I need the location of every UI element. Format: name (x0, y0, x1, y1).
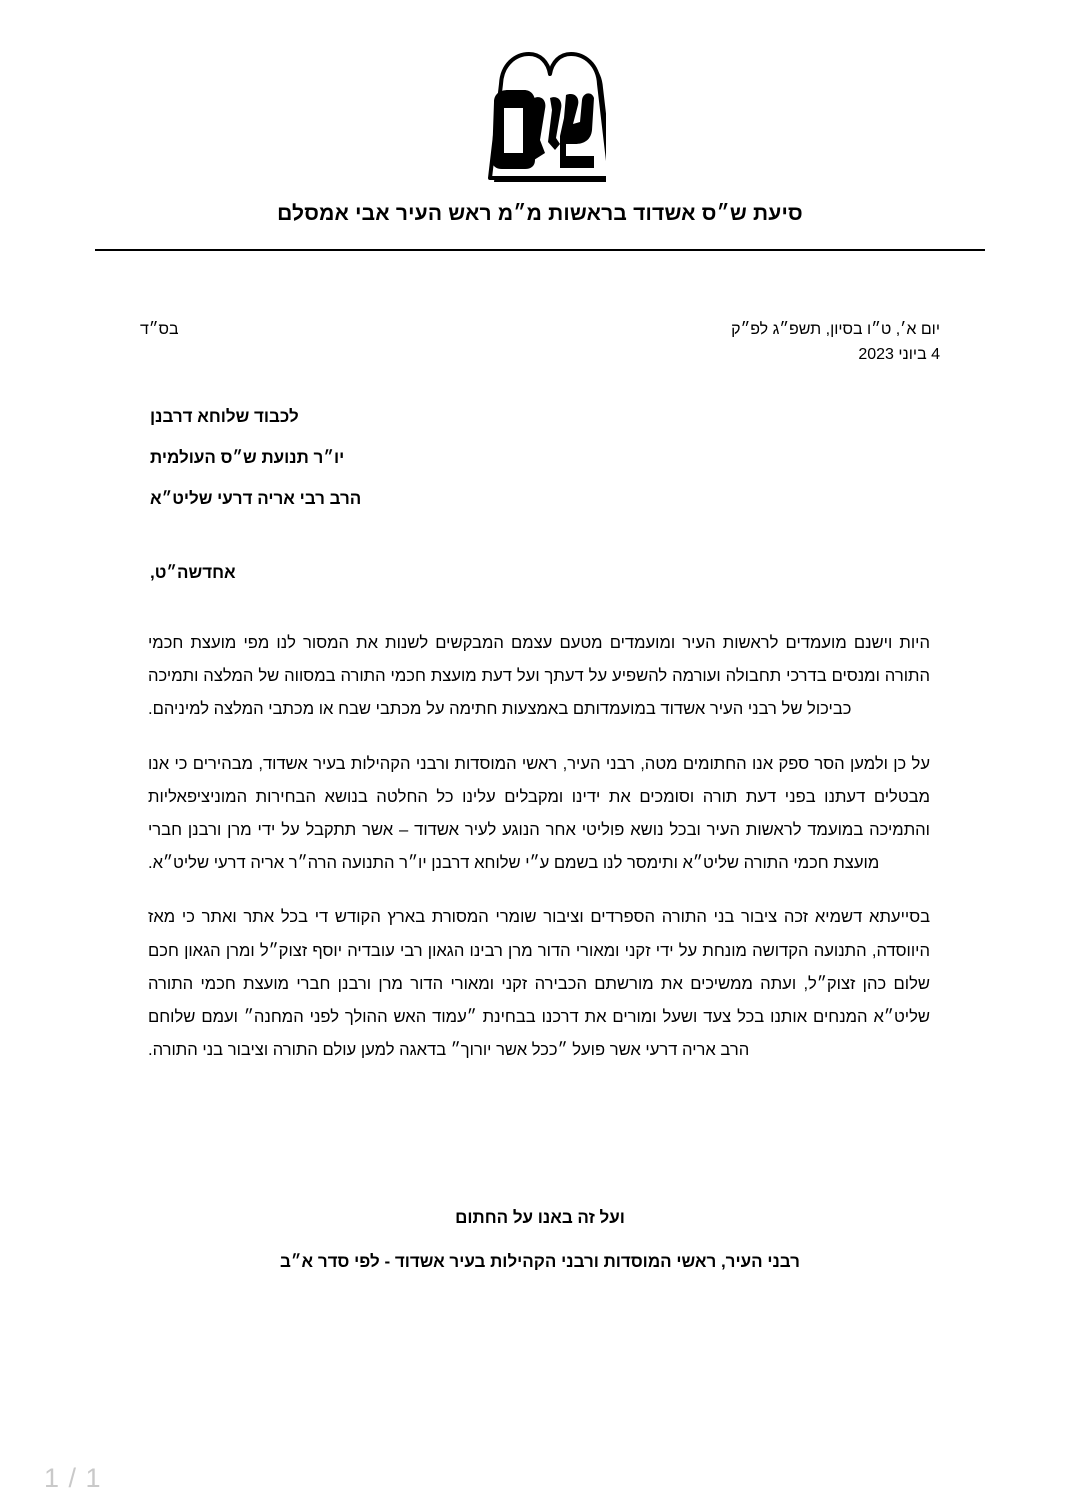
salutation: אחדשה״ט, (150, 563, 236, 582)
closing-block (0, 1208, 1080, 1272)
closing-line-1: ועל זה באנו על החתום (455, 1208, 625, 1227)
page-indicator: 1 / 1 (44, 1463, 102, 1493)
addressee-line-3: הרב רבי אריה דרעי שליט״א (150, 489, 362, 508)
addressee-block (150, 408, 940, 507)
addressee-line-1: לכבוד שלוחא דרבנן (150, 407, 299, 426)
body-paragraph-1: היות וישנם מועמדים לראשות העיר ומועמדים מטעם עצמם המבקשים לשנות את המסור לנו מפי מועצת חכמי התורה ומנסים בדרכי תחבולה ועורמה להשפיע על דעתך ועל דעת מועצת חכמי התורה במסווה של המלצה ותמיכה כביכול של רבני העיר אשדוד במועמדותם באמצעות חתימה על מכתבי שבח או מכתבי המלצה למיניהם. (148, 633, 930, 719)
tablets-of-law-icon (474, 48, 606, 182)
letter-meta-row (140, 318, 940, 368)
gregorian-date: 4 ביוני 2023 (858, 345, 940, 363)
addressee-line-2: יו״ר תנועת ש״ס העולמית (150, 448, 345, 467)
bsd-label: בס״ד (140, 321, 179, 338)
body-paragraph-2: על כן ולמען הסר ספק אנו החתומים מטה, רבני העיר, ראשי המוסדות ורבני הקהילות בעיר אשדוד, מבהירים כי אנו מבטלים דעתנו בפני דעת תורה וסומכים את ידינו ומקבלים עלינו כל החלטה בנושא הבחירות המוניציפאליות והתמיכה במועמד לראשות העיר ובכל נושא פוליטי אחר הנוגע לעיר אשדוד – אשר תתקבל על ידי מרן ורבנן חברי מועצת חכמי התורה שליט״א ותימסר לנו בשמם ע״י שלוחא דרבנן יו״ר התנועה הרה״ר אריה דרעי שליט״א. (148, 753, 930, 873)
date-block (731, 318, 940, 368)
closing-line-2: רבני העיר, ראשי המוסדות ורבני הקהילות בעיר אשדוד - לפי סדר א״ב (280, 1252, 800, 1271)
header-divider (95, 249, 985, 251)
letter-body (148, 626, 930, 1066)
hebrew-date: יום א׳, ט״ו בסיון, תשפ״ג לפ״ק (731, 321, 940, 338)
organization-logo (0, 48, 1080, 182)
organization-title: סיעת ש״ס אשדוד בראשות מ״מ ראש העיר אבי אמסלם (277, 202, 803, 225)
body-paragraph-3: בסייעתא דשמיא זכה ציבור בני התורה הספרדים וציבור שומרי המסורת בארץ הקודש די בכל אתר ואתר כי מאז היווסדה, התנועה הקדושה מונחת על ידי זקני ומאורי הדור מרן רבינו הגאון רבי עובדיה יוסף זצוק״ל ומרן הגאון חכם שלום כהן זצוק״ל, ועתה ממשיכים את מורשתם הכבירה זקני ומאורי הדור מרן ורבנן חברי מועצת חכמי התורה שליט״א המנחים אותנו בכל צעד ושעל ומורים את דרכנו בבחינת ״עמוד האש ההולך לפני המחנה״ ועמם שלוחם הרב אריה דרעי אשר פועל ״ככל אשר יורוך״ בדאגה למען עולם התורה וציבור בני התורה. (148, 907, 930, 1060)
